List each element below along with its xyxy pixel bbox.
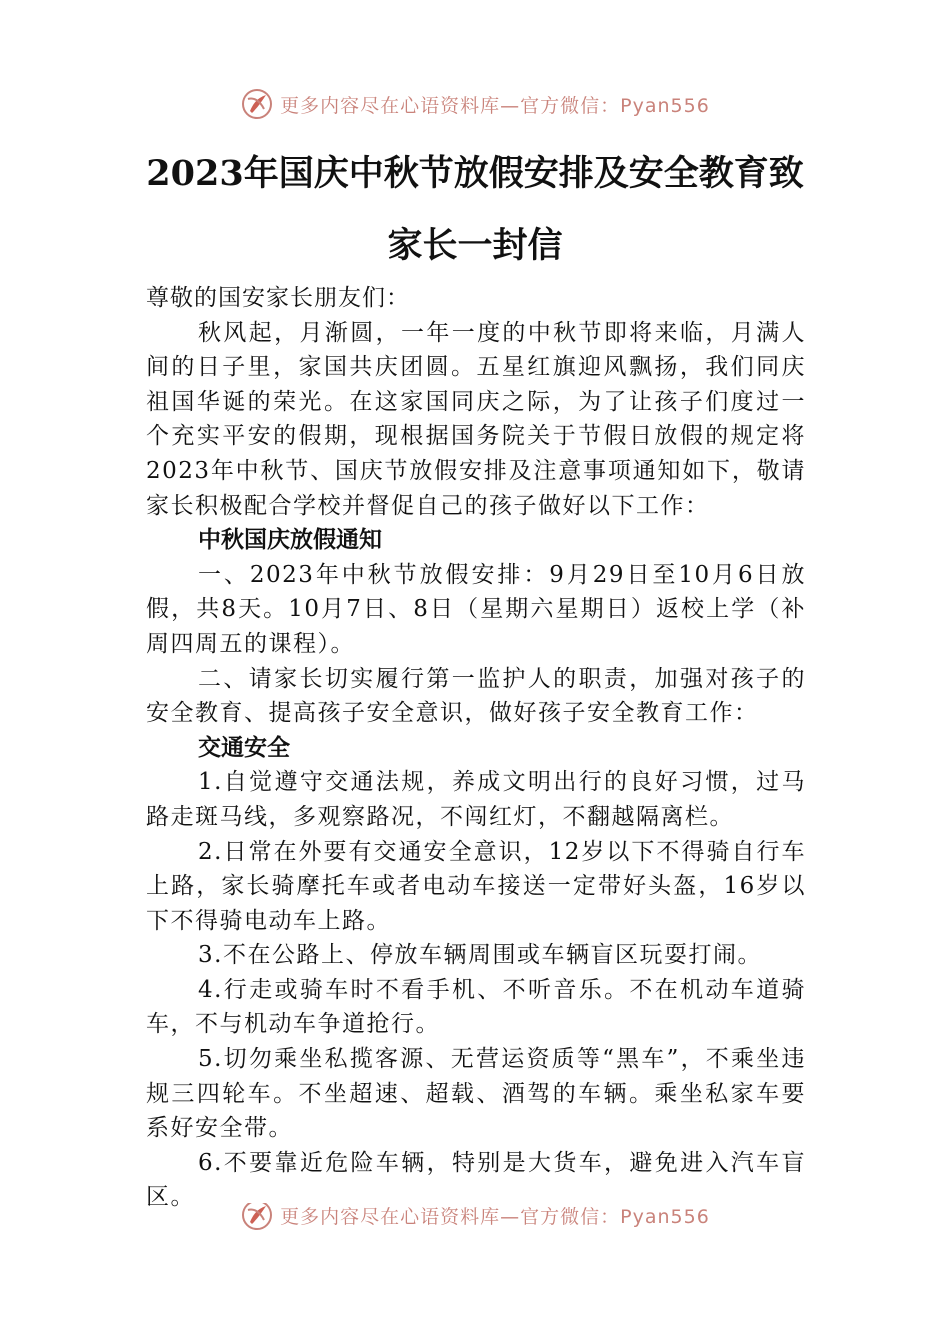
document-title-line-1: 2023年国庆中秋节放假安排及安全教育致 <box>146 153 804 194</box>
section-heading-traffic: 交通安全 <box>198 734 290 761</box>
traffic-rule-2: 2.日常在外要有交通安全意识，12岁以下不得骑自行车上路，家长骑摩托车或者电动车接送一定带好头盔，16岁以下不得骑电动车上路。 <box>146 838 806 934</box>
holiday-schedule-paragraph: 一、2023年中秋节放假安排：9月29日至10月6日放假，共8天。10月7日、8日（星期六星期日）返校上学（补周四周五的课程）。 <box>146 561 806 657</box>
red-ribbon-logo-icon <box>240 1203 274 1232</box>
intro-paragraph: 秋风起，月渐圆，一年一度的中秋节即将来临，月满人间的日子里，家国共庆团圆。五星红旗迎风飘扬，我们同庆祖国华诞的荣光。在这家国同庆之际，为了让孩子们度过一个充实平安的假期，现根据国务院关于节假日放假的规定将2023年中秋节、国庆节放假安排及注意事项通知如下，敬请家长积极配合学校并督促自己的孩子做好以下工作： <box>146 319 806 519</box>
watermark-text: 更多内容尽在心语资料库—官方微信：Pyan556 <box>280 1205 710 1228</box>
traffic-rule-6: 6.不要靠近危险车辆，特别是大货车，避免进入汽车盲区。 <box>146 1149 806 1211</box>
header-watermark <box>0 84 950 124</box>
section-heading-holiday: 中秋国庆放假通知 <box>198 527 382 554</box>
parent-duty-paragraph: 二、请家长切实履行第一监护人的职责，加强对孩子的安全教育、提高孩子安全意识，做好孩子安全教育工作： <box>146 665 806 727</box>
red-ribbon-logo-icon <box>240 87 274 121</box>
traffic-rule-3: 3.不在公路上、停放车辆周围或车辆盲区玩耍打闹。 <box>198 942 762 969</box>
document-title-line-2: 家长一封信 <box>387 225 563 266</box>
traffic-rule-1: 1.自觉遵守交通法规，养成文明出行的良好习惯，过马路走斑马线，多观察路况，不闯红灯，不翻越隔离栏。 <box>146 769 806 830</box>
traffic-rule-4: 4.行走或骑车时不看手机、不听音乐。不在机动车道骑车，不与机动车争道抢行。 <box>146 976 806 1038</box>
footer-watermark <box>0 1203 950 1239</box>
traffic-rule-5: 5.切勿乘坐私揽客源、无营运资质等“黑车”，不乘坐违规三四轮车。不坐超速、超载、酒驾的车辆。乘坐私家车要系好安全带。 <box>146 1046 806 1142</box>
greeting: 尊敬的国安家长朋友们： <box>146 285 410 311</box>
watermark-text: 更多内容尽在心语资料库—官方微信：Pyan556 <box>280 94 710 117</box>
letter-body <box>146 281 806 1215</box>
